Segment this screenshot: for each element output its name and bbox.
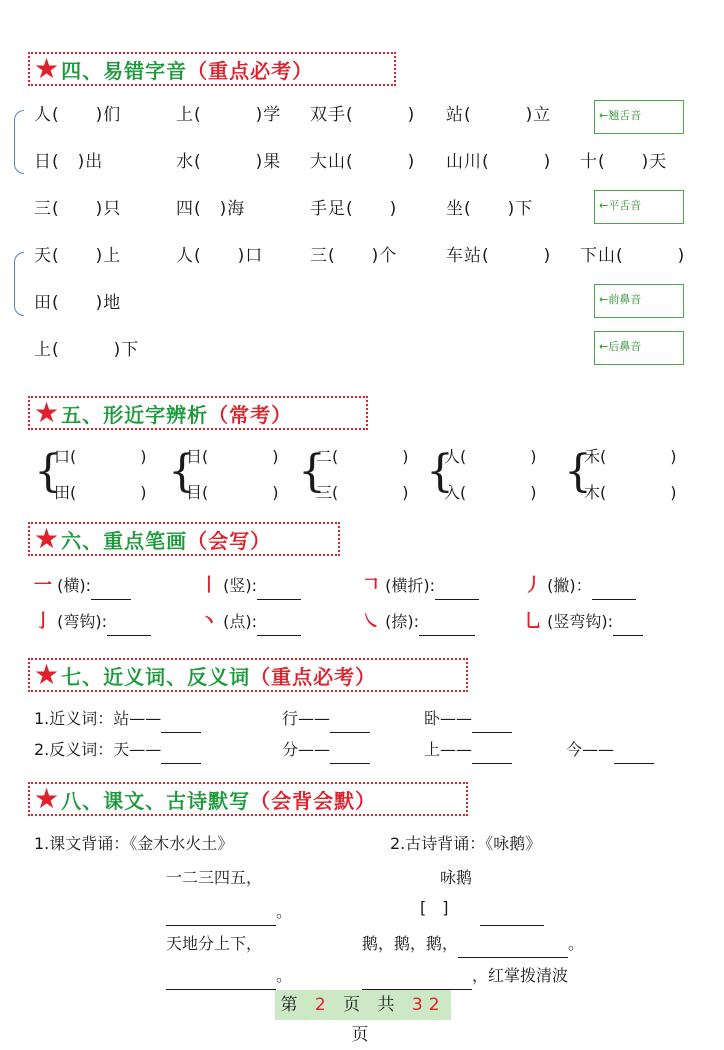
curly-brace-icon: { [426,446,454,497]
section-title-6 [28,522,340,556]
stroke-item [34,572,131,600]
pinyin-item: 大山( ) [310,152,416,172]
pinyin-item: 水( )果 [176,152,282,172]
pinyin-item: 日( )出 [34,152,104,172]
curly-brace-icon: { [564,446,592,497]
stroke-label: (弯钩): [57,612,107,631]
similar-item: 田( ) [54,483,147,502]
answer-blank [472,716,512,733]
similar-item: 目( ) [186,483,279,502]
section-title-main: 六、重点笔画 [61,528,188,553]
pinyin-item: 人( )口 [176,246,264,266]
stroke-item [362,572,479,600]
tag-box: ←翘舌音 [594,100,684,134]
answer-blank [472,747,512,764]
footer-text: 页 [351,1025,375,1045]
antonym-item-wrap [282,736,370,764]
stroke-item [200,572,301,600]
page-footer [275,990,451,1045]
poem-line [362,930,584,958]
stroke-label: (横折): [385,576,435,595]
tag-box: ←平舌音 [594,190,684,224]
author-bracket: [ ] [420,898,449,917]
similar-item: 木( ) [584,483,677,502]
antonym-label: 2.反义词： [34,740,114,759]
stroke-symbol: 𠃍 [362,575,380,596]
stroke-label: (竖弯钩): [547,612,613,631]
pinyin-item: 手足( ) [310,199,398,219]
poem-text: ，红掌拨清波 [472,966,569,985]
stroke-symbol: 一 [34,575,52,596]
answer-blank [458,941,568,958]
pinyin-item: 双手( ) [310,105,416,125]
pinyin-item: 下山( ) [580,246,686,266]
star-icon: ★ [34,396,60,429]
section-title-main: 七、近义词、反义词 [61,664,251,689]
answer-blank [91,583,131,600]
answer-blank [166,909,276,926]
verse-line: 一二三四五， [166,868,263,887]
poem-line [362,962,568,990]
section-title-main: 五、形近字辨析 [61,402,209,427]
answer-blank [613,619,643,636]
tag-box: ←后鼻音 [594,331,684,365]
curly-brace-icon: { [168,446,196,497]
stroke-symbol: 丿 [524,575,542,596]
pinyin-item: 四( )海 [176,199,246,219]
pinyin-item: 三( )只 [34,199,122,219]
answer-blank [480,909,544,926]
stroke-label: (捺): [385,612,419,631]
pinyin-item: 十( )天 [580,152,668,172]
antonym-row [34,736,201,764]
stroke-item [200,608,301,636]
section-title-main: 四、易错字音 [61,58,188,83]
stroke-item [362,608,475,636]
poem-text: 鹅，鹅，鹅， [362,934,459,953]
section-title-7 [28,658,468,692]
footer-text: 第 [280,995,304,1015]
synonym-item: 行—— [282,709,331,728]
similar-item: 三( ) [316,483,409,502]
answer-blank [161,747,201,764]
stroke-label: (撇)： [547,576,592,595]
stroke-label: (点): [223,612,257,631]
verse-blank-line [166,962,292,990]
stroke-label: (横): [57,576,91,595]
pinyin-item: 上( )下 [34,340,140,360]
synonym-item-wrap [424,705,512,733]
section-title-5 [28,396,368,430]
similar-item: 二( ) [316,447,409,466]
antonym-item: 天—— [113,740,162,759]
verse-blank-line [166,898,292,926]
pinyin-item: 人( )们 [34,105,122,125]
stroke-symbol: 丨 [200,575,218,596]
pinyin-item: 坐( )下 [446,199,534,219]
answer-blank [107,619,151,636]
pinyin-row [0,241,724,271]
answer-blank [362,973,472,990]
answer-blank [592,583,636,600]
stroke-symbol: ㇏ [362,611,380,632]
star-icon: ★ [34,522,60,555]
stroke-item [524,572,636,600]
recite-right-title: 2.古诗背诵：《咏鹅》 [390,834,542,853]
tag-box: ←前鼻音 [594,284,684,318]
pinyin-item: 山川( ) [446,152,552,172]
author-blank-line [480,898,544,926]
answer-blank [166,973,276,990]
stroke-item [524,608,643,636]
stroke-item [34,608,151,636]
star-icon: ★ [34,52,60,85]
similar-item: 禾( ) [584,447,677,466]
section-title-note: （重点必考） [187,58,314,83]
stroke-symbol: 亅 [34,611,52,632]
end-mark: 。 [276,902,293,921]
section-title-note: （重点必考） [250,664,377,689]
pinyin-item: 三( )个 [310,246,398,266]
stroke-symbol: 乚 [524,611,542,632]
pinyin-item: 田( )地 [34,293,122,313]
section-title-8 [28,782,468,816]
similar-item: 人( ) [444,447,537,466]
star-icon: ★ [34,658,60,691]
similar-item: 口( ) [54,447,147,466]
antonym-item: 上—— [424,740,473,759]
pinyin-item: 天( )上 [34,246,122,266]
footer-text: 页 共 [343,995,401,1015]
page-number: 2 [314,995,332,1015]
stroke-symbol: 丶 [200,611,218,632]
end-mark: 。 [276,966,293,985]
section-title-note: （会背会默） [250,788,377,813]
section-title-note: （常考） [208,402,293,427]
answer-blank [257,583,301,600]
section-title-note: （会写） [187,528,272,553]
answer-blank [419,619,475,636]
synonym-item: 站—— [113,709,162,728]
star-icon: ★ [34,782,60,815]
answer-blank [330,747,370,764]
pinyin-item: 上( )学 [176,105,282,125]
curly-brace-icon: { [34,446,62,497]
antonym-item: 今—— [566,740,615,759]
recite-left-title: 1.课文背诵：《金木水火土》 [34,834,234,853]
synonym-label: 1.近义词： [34,709,114,728]
synonym-item-wrap [282,705,370,733]
section-title-4 [28,52,396,86]
antonym-item-wrap [424,736,512,764]
stroke-label: (竖): [223,576,257,595]
antonym-item-wrap [566,736,654,764]
poem-title: 咏鹅 [440,868,473,887]
synonym-item: 卧—— [424,709,473,728]
pinyin-item: 车站( ) [446,246,552,266]
similar-item: 入( ) [444,483,537,502]
answer-blank [161,716,201,733]
page-total: 32 [411,995,446,1015]
answer-blank [257,619,301,636]
pinyin-item: 站( )立 [446,105,552,125]
end-mark: 。 [568,934,585,953]
section-title-main: 八、课文、古诗默写 [61,788,251,813]
pinyin-row [0,147,724,177]
curly-brace-icon: { [298,446,326,497]
answer-blank [614,747,654,764]
similar-item: 日( ) [186,447,279,466]
answer-blank [330,716,370,733]
antonym-item: 分—— [282,740,331,759]
answer-blank [435,583,479,600]
synonym-row [34,705,201,733]
verse-line: 天地分上下， [166,934,263,953]
